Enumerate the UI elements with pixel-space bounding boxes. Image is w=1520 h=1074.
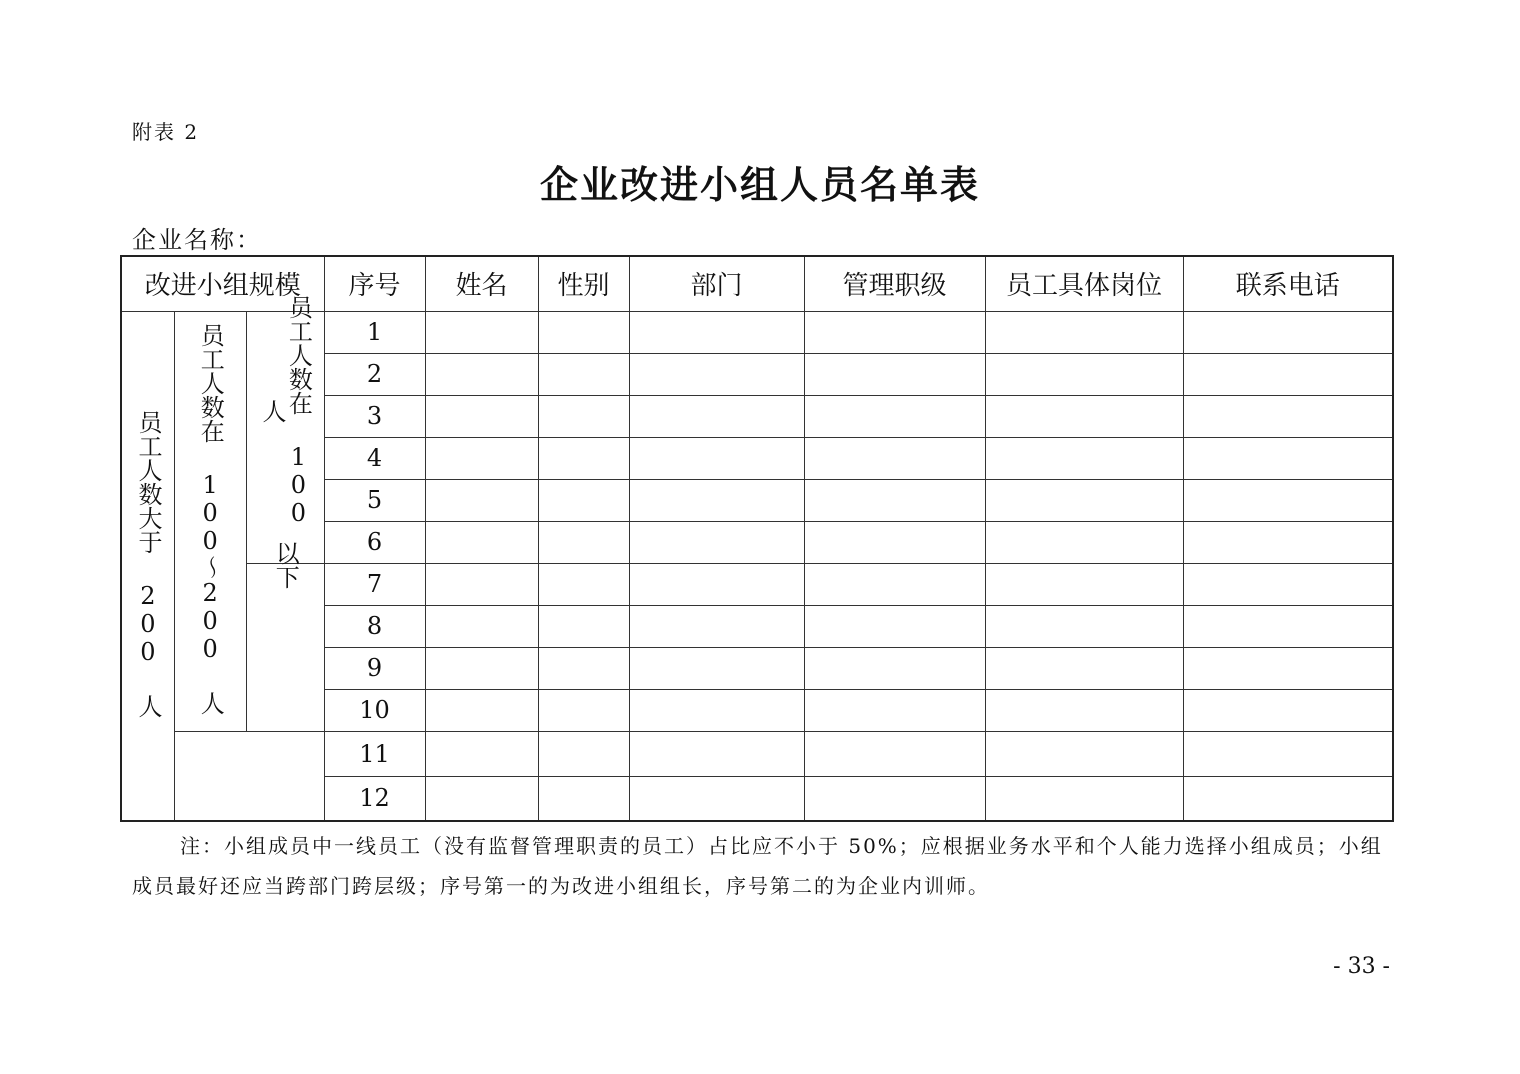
page-number: - 33 - xyxy=(1333,954,1390,979)
row-seq: 1 xyxy=(324,311,425,353)
row-seq: 6 xyxy=(324,521,425,563)
cell-management-level[interactable] xyxy=(804,311,985,353)
cell-name[interactable] xyxy=(425,521,538,563)
cell-gender[interactable] xyxy=(538,776,629,821)
cell-gender[interactable] xyxy=(538,689,629,731)
scale-over-200-text: 员工人数大于 200 人 xyxy=(133,409,162,718)
cell-name[interactable] xyxy=(425,731,538,776)
cell-gender[interactable] xyxy=(538,437,629,479)
cell-phone[interactable] xyxy=(1183,521,1393,563)
cell-phone[interactable] xyxy=(1183,437,1393,479)
cell-management-level[interactable] xyxy=(804,689,985,731)
company-name-label: 企业名称： xyxy=(132,226,262,254)
cell-phone[interactable] xyxy=(1183,689,1393,731)
cell-position[interactable] xyxy=(985,689,1183,731)
row-seq: 8 xyxy=(324,605,425,647)
cell-department[interactable] xyxy=(629,311,804,353)
cell-department[interactable] xyxy=(629,731,804,776)
table-row xyxy=(121,311,1393,353)
table-row xyxy=(121,563,1393,605)
cell-gender[interactable] xyxy=(538,521,629,563)
row-seq: 4 xyxy=(324,437,425,479)
cell-gender[interactable] xyxy=(538,395,629,437)
page-title: 企业改进小组人员名单表 xyxy=(539,162,980,207)
cell-position[interactable] xyxy=(985,311,1183,353)
cell-department[interactable] xyxy=(629,479,804,521)
cell-management-level[interactable] xyxy=(804,731,985,776)
cell-name[interactable] xyxy=(425,311,538,353)
cell-department[interactable] xyxy=(629,647,804,689)
appendix-label: 附表 2 xyxy=(132,120,200,144)
cell-department[interactable] xyxy=(629,563,804,605)
row-seq: 2 xyxy=(324,353,425,395)
cell-management-level[interactable] xyxy=(804,563,985,605)
header-group-scale: 改进小组规模 xyxy=(121,256,324,311)
cell-name[interactable] xyxy=(425,605,538,647)
cell-department[interactable] xyxy=(629,776,804,821)
cell-department[interactable] xyxy=(629,521,804,563)
cell-position[interactable] xyxy=(985,353,1183,395)
header-department: 部门 xyxy=(629,256,804,311)
cell-department[interactable] xyxy=(629,395,804,437)
cell-phone[interactable] xyxy=(1183,647,1393,689)
cell-management-level[interactable] xyxy=(804,437,985,479)
cell-phone[interactable] xyxy=(1183,605,1393,647)
scale-under-100 xyxy=(246,295,324,589)
scale-under-100-line2: 以下 xyxy=(271,540,300,589)
cell-name[interactable] xyxy=(425,776,538,821)
cell-position[interactable] xyxy=(985,563,1183,605)
cell-gender[interactable] xyxy=(538,647,629,689)
cell-position[interactable] xyxy=(985,605,1183,647)
cell-name[interactable] xyxy=(425,437,538,479)
row-seq: 3 xyxy=(324,395,425,437)
row-seq: 12 xyxy=(324,776,425,821)
cell-department[interactable] xyxy=(629,437,804,479)
cell-position[interactable] xyxy=(985,731,1183,776)
cell-management-level[interactable] xyxy=(804,647,985,689)
cell-phone[interactable] xyxy=(1183,395,1393,437)
cell-phone[interactable] xyxy=(1183,563,1393,605)
cell-gender[interactable] xyxy=(538,479,629,521)
header-management-level: 管理职级 xyxy=(804,256,985,311)
footnote: 注：小组成员中一线员工（没有监督管理职责的员工）占比应不小于 50%；应根据业务水平和个人能力选择小组成员；小组成员最好还应当跨部门跨层级；序号第一的为改进小组组长，序号第二的为企业内训师。 xyxy=(132,834,1383,898)
cell-gender[interactable] xyxy=(538,563,629,605)
cell-management-level[interactable] xyxy=(804,353,985,395)
cell-name[interactable] xyxy=(425,647,538,689)
cell-position[interactable] xyxy=(985,521,1183,563)
cell-name[interactable] xyxy=(425,689,538,731)
cell-management-level[interactable] xyxy=(804,479,985,521)
cell-phone[interactable] xyxy=(1183,479,1393,521)
cell-name[interactable] xyxy=(425,479,538,521)
cell-position[interactable] xyxy=(985,647,1183,689)
cell-gender[interactable] xyxy=(538,605,629,647)
scale-gap-over-200 xyxy=(174,731,324,821)
header-phone: 联系电话 xyxy=(1183,256,1393,311)
cell-name[interactable] xyxy=(425,353,538,395)
roster-table xyxy=(120,255,1394,822)
scale-100-200-text: 员工人数在 100～200 人 xyxy=(196,323,225,715)
cell-position[interactable] xyxy=(985,437,1183,479)
cell-management-level[interactable] xyxy=(804,605,985,647)
cell-gender[interactable] xyxy=(538,731,629,776)
row-seq: 7 xyxy=(324,563,425,605)
cell-department[interactable] xyxy=(629,605,804,647)
cell-position[interactable] xyxy=(985,479,1183,521)
row-seq: 10 xyxy=(324,689,425,731)
cell-phone[interactable] xyxy=(1183,731,1393,776)
table-row xyxy=(121,731,1393,776)
cell-phone[interactable] xyxy=(1183,311,1393,353)
scale-over-200 xyxy=(121,311,174,821)
cell-position[interactable] xyxy=(985,395,1183,437)
cell-gender[interactable] xyxy=(538,311,629,353)
cell-department[interactable] xyxy=(629,353,804,395)
cell-management-level[interactable] xyxy=(804,395,985,437)
cell-gender[interactable] xyxy=(538,353,629,395)
scale-under-100-line1: 员工人数在 100 人 xyxy=(258,295,313,527)
cell-position[interactable] xyxy=(985,776,1183,821)
header-gender: 性别 xyxy=(538,256,629,311)
cell-name[interactable] xyxy=(425,395,538,437)
scale-100-200 xyxy=(174,311,246,731)
cell-name[interactable] xyxy=(425,563,538,605)
cell-management-level[interactable] xyxy=(804,521,985,563)
cell-department[interactable] xyxy=(629,689,804,731)
header-name: 姓名 xyxy=(425,256,538,311)
cell-phone[interactable] xyxy=(1183,776,1393,821)
header-position: 员工具体岗位 xyxy=(985,256,1183,311)
row-seq: 11 xyxy=(324,731,425,776)
row-seq: 9 xyxy=(324,647,425,689)
header-seq: 序号 xyxy=(324,256,425,311)
row-seq: 5 xyxy=(324,479,425,521)
cell-management-level[interactable] xyxy=(804,776,985,821)
cell-phone[interactable] xyxy=(1183,353,1393,395)
